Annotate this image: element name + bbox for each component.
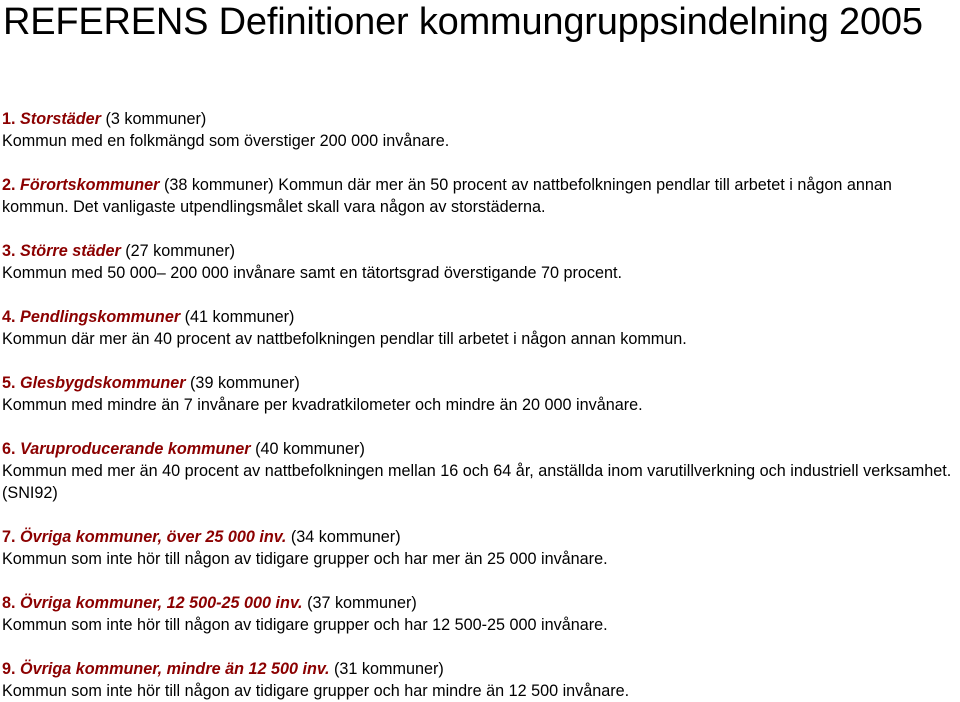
- group-number: 3.: [2, 242, 16, 260]
- group-name: Övriga kommuner, mindre än 12 500 inv.: [20, 660, 330, 678]
- group-number: 9.: [2, 660, 16, 678]
- group-count: (41 kommuner): [184, 308, 295, 326]
- group-item-1: [2, 108, 952, 152]
- group-item-5: [2, 372, 952, 416]
- group-item-6: [2, 438, 952, 504]
- group-number: 1.: [2, 110, 16, 128]
- group-name: Övriga kommuner, 12 500-25 000 inv.: [20, 594, 303, 612]
- group-heading: [2, 526, 952, 548]
- group-name: Större städer: [20, 242, 121, 260]
- group-heading: [2, 372, 952, 394]
- group-description: Kommun där mer än 50 procent av nattbefolkningen pendlar till arbetet i någon annan kommun. Det vanligaste utpendlingsmålet skall vara någon av storstäderna.: [2, 176, 892, 216]
- group-count: (39 kommuner): [190, 374, 300, 392]
- group-count: (27 kommuner): [125, 242, 236, 260]
- group-heading: [2, 174, 952, 218]
- group-heading: [2, 306, 952, 328]
- group-count: (40 kommuner): [255, 440, 365, 458]
- group-count: (31 kommuner): [334, 660, 444, 678]
- group-number: 7.: [2, 528, 16, 546]
- group-name: Varuproducerande kommuner: [20, 440, 251, 458]
- group-item-2: [2, 174, 952, 218]
- group-name: Glesbygdskommuner: [20, 374, 186, 392]
- group-number: 5.: [2, 374, 16, 392]
- group-count: (38 kommuner): [163, 176, 274, 194]
- group-heading: [2, 108, 952, 130]
- group-number: 4.: [2, 308, 16, 326]
- group-heading: [2, 240, 952, 262]
- group-number: 2.: [2, 176, 16, 194]
- group-description: Kommun med mindre än 7 invånare per kvadratkilometer och mindre än 20 000 invånare.: [2, 396, 643, 414]
- group-name: Förortskommuner: [20, 176, 160, 194]
- group-item-9: [2, 658, 952, 702]
- group-name: Pendlingskommuner: [20, 308, 181, 326]
- group-item-7: [2, 526, 952, 570]
- group-heading: [2, 438, 952, 460]
- group-description: Kommun som inte hör till någon av tidigare grupper och har mer än 25 000 invånare.: [2, 550, 608, 568]
- group-heading: [2, 592, 952, 614]
- group-count: (3 kommuner): [105, 110, 207, 128]
- group-item-3: [2, 240, 952, 284]
- group-list: [2, 108, 952, 702]
- group-description: Kommun med mer än 40 procent av nattbefolkningen mellan 16 och 64 år, anställda inom varutillverkning och industriell verksamhet. (SNI92): [2, 462, 952, 502]
- group-description: Kommun med en folkmängd som överstiger 200 000 invånare.: [2, 132, 450, 150]
- group-heading: [2, 658, 952, 680]
- group-description: Kommun som inte hör till någon av tidigare grupper och har 12 500-25 000 invånare.: [2, 616, 608, 634]
- group-name: Storstäder: [20, 110, 101, 128]
- group-description: Kommun där mer än 40 procent av nattbefolkningen pendlar till arbetet i någon annan kommun.: [2, 330, 687, 348]
- group-description: Kommun med 50 000– 200 000 invånare samt en tätortsgrad överstigande 70 procent.: [2, 264, 623, 282]
- group-name: Övriga kommuner, över 25 000 inv.: [20, 528, 287, 546]
- group-number: 6.: [2, 440, 16, 458]
- group-number: 8.: [2, 594, 16, 612]
- group-description: Kommun som inte hör till någon av tidigare grupper och har mindre än 12 500 invånare.: [2, 682, 630, 700]
- group-item-4: [2, 306, 952, 350]
- group-count: (37 kommuner): [307, 594, 417, 612]
- group-count: (34 kommuner): [290, 528, 401, 546]
- page-title: REFERENS Definitioner kommungruppsindelning 2005: [3, 1, 923, 43]
- group-item-8: [2, 592, 952, 636]
